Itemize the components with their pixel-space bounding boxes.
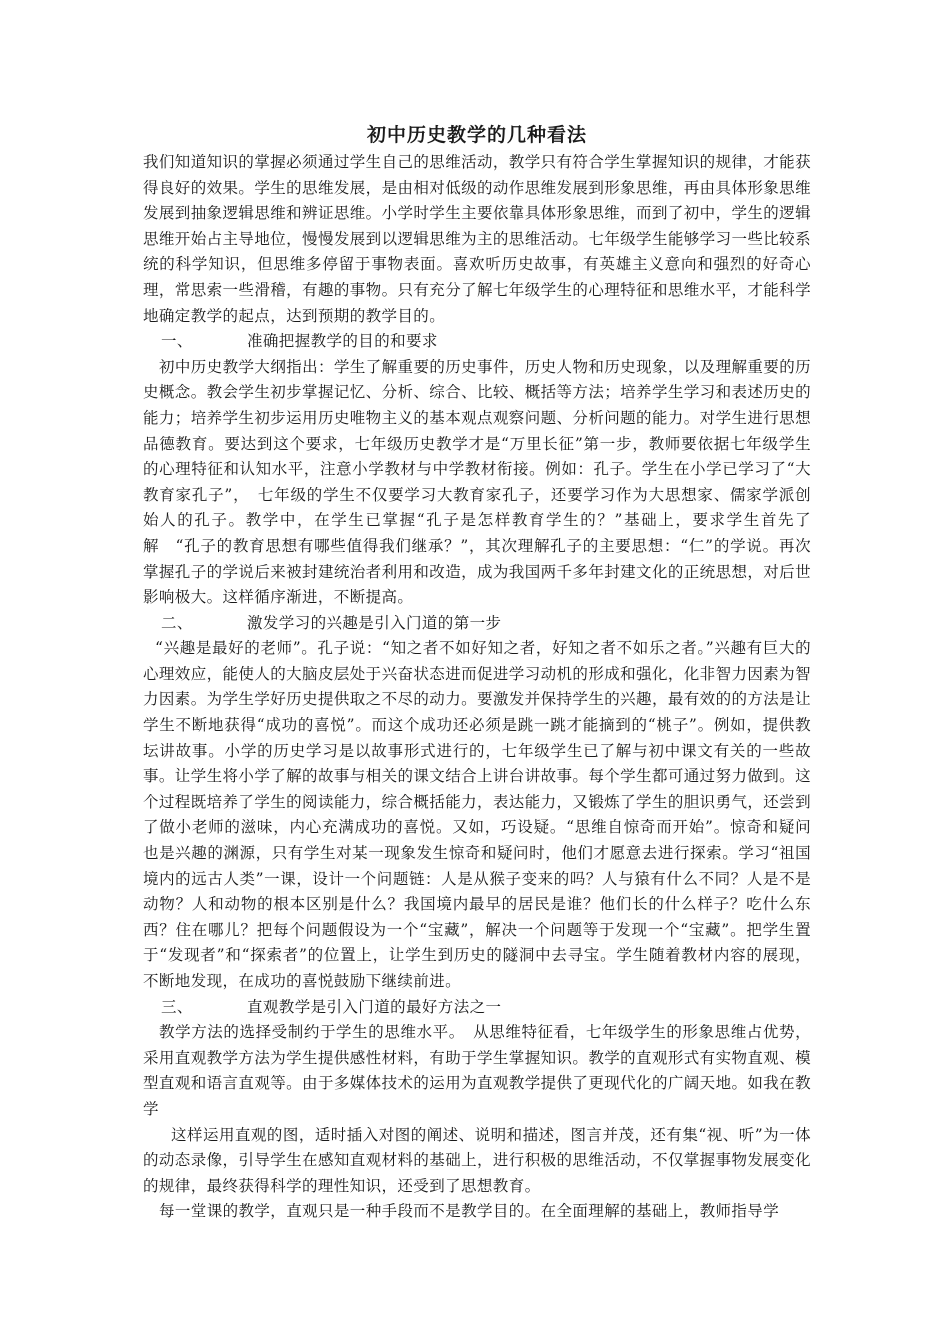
section-2-paragraph-1: “兴趣是最好的老师”。孔子说：“知之者不如好知之者，好知之者不如乐之者。”兴趣有巨大的心理效应，能使人的大脑皮层处于兴奋状态进而促进学习动机的形成和强化，化非智力因素为智力因素。为学生学好历史提供取之不尽的动力。要激发并保持学生的兴趣，最有效的的方法是让学生不断地获得“成功的喜悦”。而这个成功还必须是跳一跳才能摘到的“桃子”。例如，提供教坛讲故事。小学的历史学习是以故事形式进行的，七年级学生已了解与初中课文有关的一些故事。让学生将小学了解的故事与相关的课文结合上讲台讲故事。每个学生都可通过努力做到。这个过程既培养了学生的阅读能力，综合概括能力，表达能力，又锻炼了学生的胆识勇气，还尝到了做小老师的滋味，内心充满成功的喜悦。又如，巧设疑。“思维自惊奇而开始”。惊奇和疑问也是兴趣的渊源，只有学生对某一现象发生惊奇和疑问时，他们才愿意去进行探索。学习“祖国境内的远古人类”一课，设计一个问题链：人是从猴子变来的吗？人与猿有什么不同？人是不是动物？人和动物的根本区别是什么？我国境内最早的居民是谁？他们长的什么样子？吃什么东西？住在哪儿？把每个问题假设为一个“宝藏”，解决一个问题等于发现一个“宝藏”。把学生置于“发现者”和“探索者”的位置上，让学生到历史的隧洞中去寻宝。学生随着教材内容的展现，不断地发现，在成功的喜悦鼓励下继续前进。 (143, 639, 811, 990)
document-page (143, 120, 811, 1225)
section-title-1: 准确把握教学的目的和要求 (247, 332, 438, 351)
section-number-2: 二、 (161, 613, 193, 632)
section-heading-1 (143, 329, 811, 355)
section-heading-2 (143, 611, 811, 637)
section-3-paragraph-1: 教学方法的选择受制约于学生的思维水平。 从思维特征看，七年级学生的形象思维占优势，采用直观教学方法为学生提供感性材料，有助于学生掌握知识。教学的直观形式有实物直观、模型直观和语言直观等。由于多媒体技术的运用为直观教学提供了更现代化的广阔天地。如我在教学 (143, 1023, 811, 1118)
document-title: 初中历史教学的几种看法 (366, 124, 587, 146)
section-title-3: 直观教学是引入门道的最好方法之一 (247, 997, 502, 1016)
section-heading-3 (143, 995, 811, 1021)
section-1-paragraph-1: 初中历史教学大纲指出：学生了解重要的历史事件，历史人物和历史现象，以及理解重要的历史概念。教会学生初步掌握记忆、分析、综合、比较、概括等方法；培养学生学习和表述历史的能力；培养学生初步运用历史唯物主义的基本观点观察问题、分析问题的能力。对学生进行思想品德教育。要达到这个要求，七年级历史教学才是“万里长征”第一步，教师要依据七年级学生的心理特征和认知水平，注意小学教材与中学教材衔接。例如：孔子。学生在小学已学习了“大教育家孔子”， 七年级的学生不仅要学习大教育家孔子，还要学习作为大思想家、儒家学派创始人的孔子。教学中，在学生已掌握“孔子是怎样教育学生的？”基础上，要求学生首先了解 “孔子的教育思想有哪些值得我们继承？”，其次理解孔子的主要思想：“仁”的学说。再次掌握孔子的学说后来被封建统治者利用和改造，成为我国两千多年封建文化的正统思想，对后世影响极大。这样循序渐进，不断提高。 (143, 357, 811, 607)
intro-paragraph: 我们知道知识的掌握必须通过学生自己的思维活动，教学只有符合学生掌握知识的规律，才能获得良好的效果。学生的思维发展，是由相对低级的动作思维发展到形象思维，再由具体形象思维发展到抽象逻辑思维和辨证思维。小学时学生主要依靠具体形象思维，而到了初中，学生的逻辑思维开始占主导地位，慢慢发展到以逻辑思维为主的思维活动。七年级学生能够学习一些比较系统的科学知识，但思维多停留于事物表面。喜欢听历史故事，有英雄主义意向和强烈的好奇心理，常思索一些滑稽，有趣的事物。只有充分了解七年级学生的心理特征和思维水平，才能科学地确定教学的起点，达到预期的教学目的。 (143, 153, 811, 325)
section-3-paragraph-3: 每一堂课的教学，直观只是一种手段而不是教学目的。在全面理解的基础上，教师指导学 (159, 1202, 780, 1221)
section-3-paragraph-2: 这样运用直观的图，适时插入对图的阐述、说明和描述，图言并茂，还有集“视、听”为一体的动态录像，引导学生在感知直观材料的基础上，进行积极的思维活动，不仅掌握事物发展变化的规律，最终获得科学的理性知识，还受到了思想教育。 (143, 1125, 811, 1195)
section-title-2: 激发学习的兴趣是引入门道的第一步 (247, 613, 502, 632)
section-number-3: 三、 (161, 997, 193, 1016)
section-number-1: 一、 (161, 332, 193, 351)
